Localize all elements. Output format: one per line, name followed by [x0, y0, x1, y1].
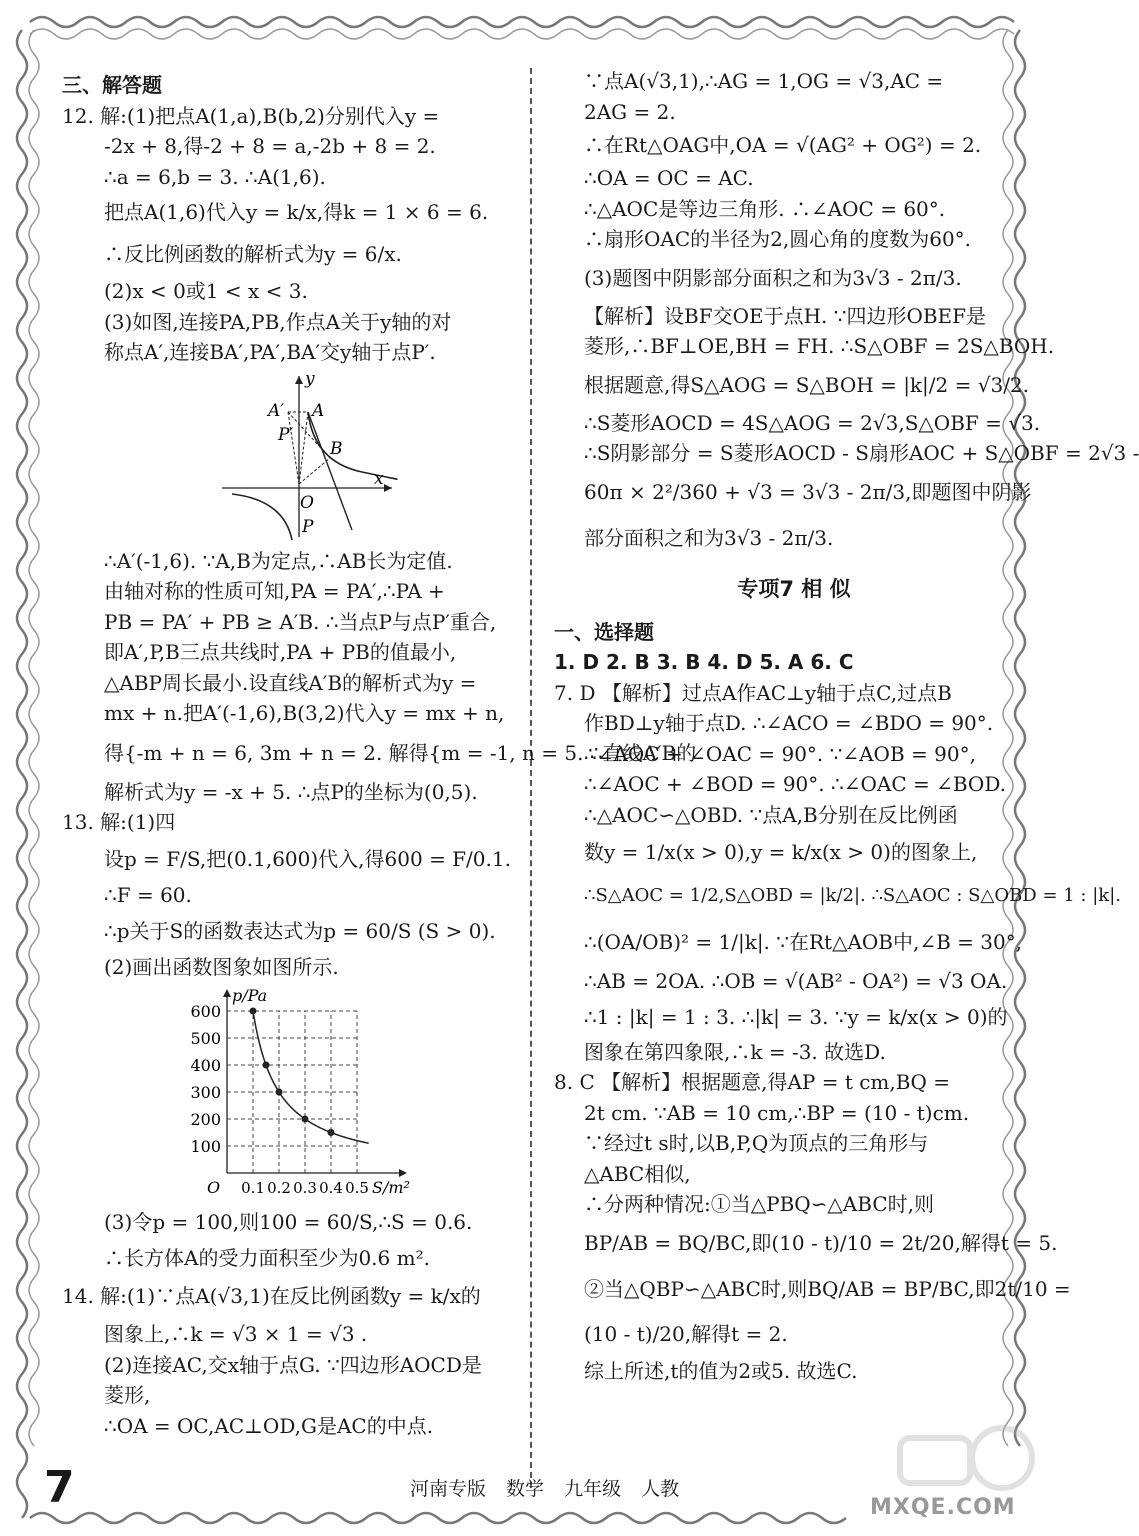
q8-line: ∵经过t s时,以B,P,Q为顶点的三角形与 — [584, 1131, 929, 1155]
graph2-xtick-label: 0.4 — [319, 1178, 343, 1197]
column-divider — [530, 68, 532, 1488]
q14-cont-line: ∴在Rt△OAG中,OA = √(AG² + OG²) = 2. — [584, 133, 982, 157]
fig1-x-label: x — [374, 468, 384, 489]
fig1-b-label: B — [330, 438, 343, 459]
q12-line: ∴A′(-1,6). ∵A,B为定点,∴AB长为定值. — [104, 548, 453, 573]
q13-line: (2)画出函数图象如图所示. — [104, 955, 339, 979]
graph2-xlabel: S/m² — [372, 1177, 410, 1197]
q14-cont-line: ∴扇形OAC的半径为2,圆心角的度数为60°. — [584, 227, 972, 251]
q14-cont-line: (3)题图中阴影部分面积之和为3√3 - 2π/3. — [584, 265, 962, 290]
graph2-ylabel: p/Pa — [232, 985, 268, 1005]
q14-cont-line: ∴△AOC是等边三角形. ∴∠AOC = 60°. — [584, 196, 946, 221]
q7-line: ∴1 : |k| = 1 : 3. ∴|k| = 3. ∵y = k/x(x > 0)的 — [584, 1004, 1008, 1029]
graph2-xtick-label: 0.2 — [267, 1178, 291, 1197]
q7-line: ∴AB = 2OA. ∴OB = √(AB² - OA²) = √3 OA. — [584, 969, 1008, 993]
graph2-curve — [253, 1011, 369, 1143]
section-heading-similarity: 专项7 相 似 — [737, 576, 851, 601]
q8-line: BP/AB = BQ/BC,即(10 - t)/10 = 2t/20,解得t = 5. — [584, 1230, 1058, 1255]
q14-analysis-line: ∴S阴影部分 = S菱形AOCD - S扇形AOC + S△OBF = 2√3 - — [584, 441, 1139, 465]
fig1-y-label: y — [305, 368, 315, 389]
graph2-xtick-label: 0.3 — [293, 1178, 317, 1197]
graph2-grid — [227, 1011, 357, 1173]
q12-line: 得{-m + n = 6, 3m + n = 2. 解得{m = -1, n = 5. ∴直线A′B的 — [104, 740, 697, 765]
q14-line: (2)连接AC,交x轴于点G. ∵四边形AOCD是 — [104, 1352, 482, 1377]
q12-line: 解析式为y = -x + 5. ∴点P的坐标为(0,5). — [104, 779, 478, 804]
graph2-data-point — [276, 1088, 283, 1095]
q13-line: ∴p关于S的函数表达式为p = 60/S (S > 0). — [104, 919, 496, 943]
section-title: 三、解答题 — [62, 73, 162, 97]
q14-line: ∴OA = OC,AC⊥OD,G是AC的中点. — [104, 1413, 434, 1438]
q14-analysis-line: 部分面积之和为3√3 - 2π/3. — [584, 525, 834, 550]
q12-line: 由轴对称的性质可知,PA = PA′,∴PA + — [104, 579, 445, 603]
graph2-ytick-label: 400 — [190, 1055, 221, 1075]
graph2-data-point — [263, 1061, 270, 1068]
pressure-area-graph — [62, 987, 514, 1197]
page-number: 7 — [44, 1462, 75, 1513]
q14-line: 图象上,∴k = √3 × 1 = √3 . — [104, 1322, 368, 1346]
fig1-pprime-label: P′ — [278, 424, 294, 445]
graph2-xtick-label: 0.1 — [241, 1178, 265, 1197]
graph2-ytick-label: 100 — [190, 1136, 221, 1156]
fig1-aprime-label: A′ — [268, 400, 285, 421]
q12-line: △ABP周长最小.设直线A′B的解析式为y = — [104, 670, 477, 695]
graph2-ticks — [190, 1002, 368, 1197]
q12-line: 即A′,P,B三点共线时,PA + PB的值最小, — [104, 640, 457, 664]
graph2-xtick-label: 0.5 — [345, 1178, 369, 1197]
q7-line: 作BD⊥y轴于点D. ∴∠ACO = ∠BDO = 90°. — [584, 711, 994, 735]
q12-line: ∴反比例函数的解析式为y = 6/x. — [104, 242, 402, 266]
q13-line: (3)令p = 100,则100 = 60/S,∴S = 0.6. — [104, 1209, 473, 1234]
q14-analysis-line: 菱形,∴BF⊥OE,BH = FH. ∴S△OBF = 2S△BOH. — [584, 334, 1055, 358]
q7-line: 图象在第四象限,∴k = -3. 故选D. — [584, 1039, 886, 1064]
q13-line: ∴F = 60. — [104, 882, 192, 907]
q8-line: ②当△QBP∽△ABC时,则BQ/AB = BP/BC,即2t/10 = — [584, 1276, 1071, 1301]
q13-line: 13. 解:(1)四 — [62, 810, 176, 834]
fig1-a-label: A — [312, 400, 325, 421]
q8-line: (10 - t)/20,解得t = 2. — [584, 1321, 788, 1346]
q13-line: ∴长方体A的受力面积至少为0.6 m². — [104, 1245, 430, 1270]
graph2-ytick-label: 300 — [190, 1082, 221, 1102]
q7-line: ∴△AOC∽△OBD. ∵点A,B分别在反比例函 — [584, 802, 958, 827]
graph2-ytick-label: 600 — [190, 1001, 221, 1021]
fig1-p-label: P — [302, 516, 314, 537]
choice-section-title: 一、选择题 — [554, 619, 654, 644]
q12-line: (3)如图,连接PA,PB,作点A关于y轴的对 — [104, 309, 452, 334]
graph2-data-point — [250, 1007, 257, 1014]
q8-line: ∴分两种情况:①当△PBQ∽△ABC时,则 — [584, 1192, 934, 1216]
graph2-ytick-label: 500 — [190, 1028, 221, 1048]
q7-line: ∴(OA/OB)² = 1/|k|. ∵在Rt△AOB中,∠B = 30°, — [584, 930, 1023, 954]
q14-cont-line: 2AG = 2. — [584, 99, 676, 124]
q12-line: PB = PA′ + PB ≥ A′B. ∴当点P与点P′重合, — [104, 609, 497, 634]
q12-line: ∴a = 6,b = 3. ∴A(1,6). — [104, 164, 326, 189]
q7-line: 数y = 1/x(x > 0),y = k/x(x > 0)的图象上, — [584, 840, 978, 864]
fig1-o-label: O — [300, 492, 314, 513]
footer-book-info: 河南专版 数学 九年级 人教 — [410, 1478, 680, 1500]
q14-analysis-line: 根据题意,得S△AOG = S△BOH = |k|/2 = √3/2. — [584, 372, 1030, 397]
q7-line: 7. D 【解析】过点A作AC⊥y轴于点C,过点B — [554, 680, 952, 705]
q12-line: -2x + 8,得-2 + 8 = a,-2b + 8 = 2. — [104, 134, 436, 158]
q8-line: 综上所述,t的值为2或5. 故选C. — [584, 1358, 858, 1383]
graph2-data-point — [302, 1115, 309, 1122]
q8-line: △ABC相似, — [584, 1161, 691, 1186]
figure-axis-symmetry — [62, 368, 514, 542]
q7-line: ∴∠AOC + ∠OAC = 90°. ∵∠AOB = 90°, — [584, 741, 976, 766]
q12-line: (2)x < 0或1 < x < 3. — [104, 279, 308, 303]
q13-line: 设p = F/S,把(0.1,600)代入,得600 = F/0.1. — [104, 846, 511, 871]
q7-line: ∴∠AOC + ∠BOD = 90°. ∴∠OAC = ∠BOD. — [584, 772, 1006, 796]
q14-analysis-line: 60π × 2²/360 + √3 = 3√3 - 2π/3,即题图中阴影 — [584, 479, 1032, 504]
q8-line: 8. C 【解析】根据题意,得AP = t cm,BQ = — [554, 1070, 950, 1094]
q14-line: 14. 解:(1)∵点A(√3,1)在反比例函数y = k/x的 — [62, 1284, 481, 1308]
q12-line: 把点A(1,6)代入y = k/x,得k = 1 × 6 = 6. — [104, 200, 489, 224]
q14-line: 菱形, — [104, 1383, 151, 1407]
q12-line: mx + n.把A′(-1,6),B(3,2)代入y = mx + n, — [104, 701, 505, 725]
q8-line: 2t cm. ∵AB = 10 cm,∴BP = (10 - t)cm. — [584, 1100, 970, 1125]
q14-cont-line: ∴OA = OC = AC. — [584, 166, 754, 190]
right-column — [554, 66, 1139, 1386]
q12-line: 称点A′,连接BA′,PA′,BA′交y轴于点P′. — [104, 340, 436, 364]
q7-line: ∴S△AOC = 1/2,S△OBD = |k/2|. ∴S△AOC : S△OBD = 1 : |k|. — [584, 885, 1121, 906]
graph2-points — [250, 1007, 335, 1136]
graph2-data-point — [328, 1129, 335, 1136]
q14-analysis-line: 【解析】设BF交OE于点H. ∵四边形OBEF是 — [584, 303, 987, 328]
answers-line: 1. D 2. B 3. B 4. D 5. A 6. C — [554, 650, 854, 674]
graph2-origin: O — [207, 1177, 221, 1197]
q12-line: 12. 解:(1)把点A(1,a),B(b,2)分别代入y = — [62, 103, 440, 128]
q14-analysis-line: ∴S菱形AOCD = 4S△AOG = 2√3,S△OBF = √3. — [584, 410, 1041, 435]
q14-cont-line: ∵点A(√3,1),∴AG = 1,OG = √3,AC = — [584, 69, 944, 93]
watermark-text: MXQE.COM — [870, 1495, 1016, 1520]
graph2-ytick-label: 200 — [190, 1109, 221, 1129]
